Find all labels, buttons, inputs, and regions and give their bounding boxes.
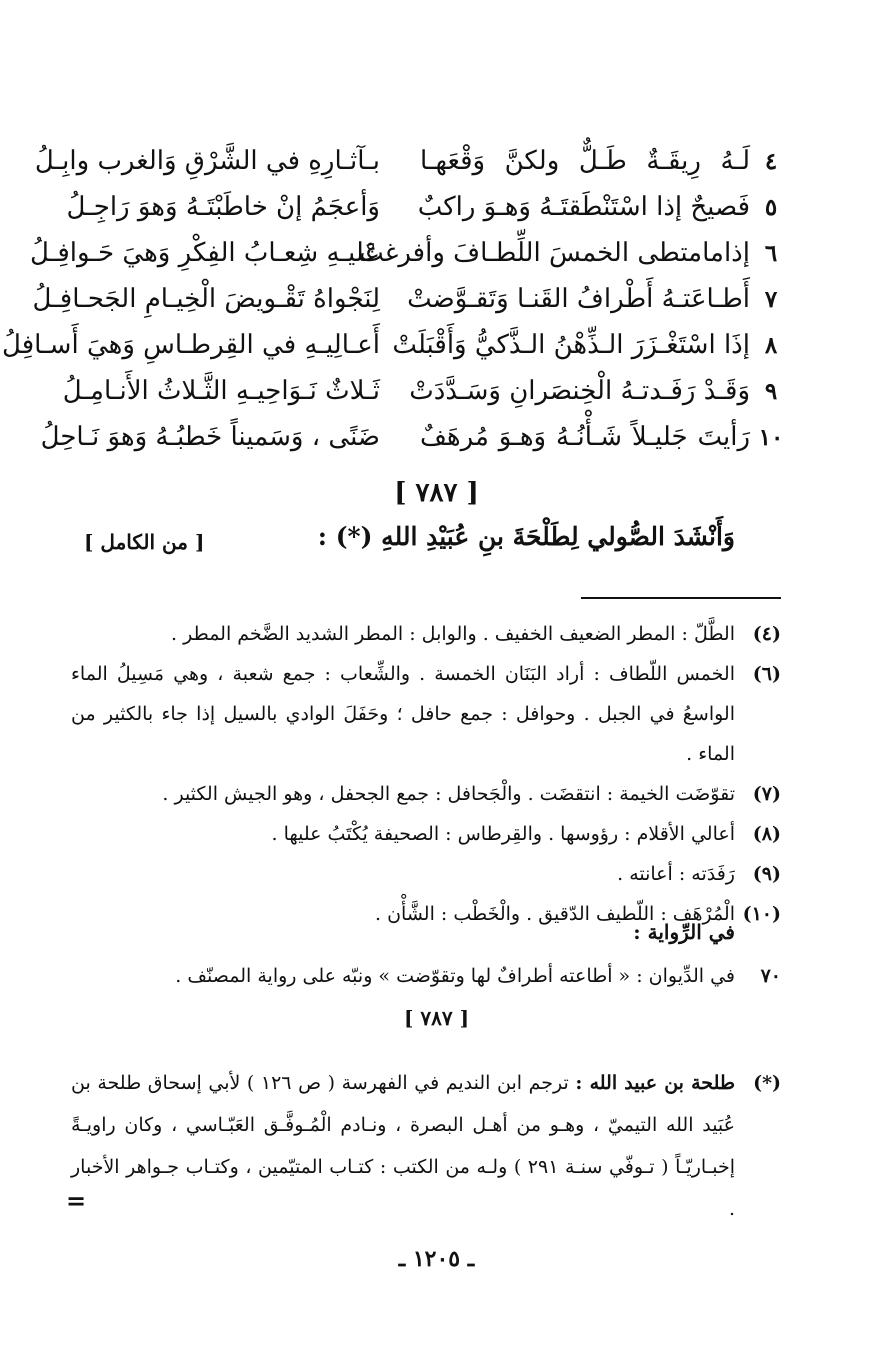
verse-row xyxy=(30,230,792,276)
second-hemistich: عَليـهِ شِعـابُ الفِكْرِ وَهيَ حَـوافِـلُ xyxy=(30,238,380,268)
second-hemistich: ثَـلاثٌ نَـوَاحِيـهِ الثَّـلاثُ الأَنـامِـلُ xyxy=(62,376,380,406)
first-hemistich: فَصيحٌ إذا اسْتَنْطَقتَـهُ وَهـوَ راكبٌ xyxy=(417,192,750,222)
footnote-number: (٦) xyxy=(752,663,781,685)
first-hemistich: رَأيتَ جَليـلاً شَـأْنُـهُ وَهـوَ مُرهَفٌ xyxy=(420,422,750,452)
footnote-text: الخمس اللّطاف : أراد البَنَان الخمسة . والشِّعاب : جمع شعبة ، وهي مَسِيلُ الماء الواسعُ في الجبل . وحوافل : جمع حافل ؛ وحَفَلَ الوادي بالسيل إذا جاء بالكثير من الماء . xyxy=(71,663,735,765)
biography-text: ترجم ابن النديم في الفهرسة ( ص ١٢٦ ) لأبي إسحاق طلحة بن عُبَيد الله التيميّ ، وهـو من أهـل البصرة ، ونـادم الْمُـوفَّـق العَبّـاسي ، وكان راويـةً إخبـاريّـاً ( تـوفّي سنـة ٢٩١ ) ولـه من الكتب : كتـاب المتيّمين ، وكتـاب جـواهر الأخبار . xyxy=(71,1072,735,1220)
verse-row xyxy=(66,184,792,230)
biography-name: طلحة بن عبيد الله : xyxy=(575,1072,735,1094)
footnote-number: (٤) xyxy=(752,623,781,645)
footnote-number: (١٠) xyxy=(742,903,781,925)
second-hemistich: أَعـالِيـهِ في القِرطـاسِ وَهيَ أَسـافِلُ xyxy=(2,330,380,360)
footnote-number: (٩) xyxy=(752,863,781,885)
first-hemistich: وَقَـدْ رَفَـدتـهُ الْخِنصَرانِ وَسَـدَّدَتْ xyxy=(409,376,750,406)
verse-number: ١٠ xyxy=(758,423,784,451)
verse-row xyxy=(40,414,792,460)
footnote xyxy=(71,654,781,774)
continuation-mark: = xyxy=(66,1186,87,1215)
verse-number: ٦ xyxy=(764,239,778,267)
footnote xyxy=(71,774,781,814)
footnote-number: (٧) xyxy=(752,783,781,805)
footnote-text: الطَّلّ : المطر الضعيف الخفيف . والوابل : المطر الشديد الضَّخم المطر . xyxy=(171,623,735,645)
riwaya-verse-number: ٧٠ xyxy=(760,965,781,987)
poem-number: [ ٧٨٧ ] xyxy=(394,478,479,508)
footnote-text: تقوّضَت الخيمة : انتقضَت . والْجَحافل : جمع الجحفل ، وهو الجيش الكثير . xyxy=(162,783,735,805)
poem-verses xyxy=(2,138,792,460)
poem-meter: [ من الكامل ] xyxy=(84,530,205,554)
verse-row xyxy=(62,368,792,414)
first-hemistich: إذَا اسْتَغْـزَرَ الـذِّهْنُ الـذَّكيُّ وَأَقْبَلَتْ xyxy=(392,330,750,360)
footnote xyxy=(71,854,781,894)
page-number: ـ ١٢٠٥ ـ xyxy=(398,1246,475,1272)
second-hemistich: بـآثـارِهِ في الشَّرْقِ وَالغرب وابِـلُ xyxy=(34,146,380,176)
second-hemistich: وَأعجَمُ إنْ خاطَبْتَـهُ وَهوَ رَاجِـلُ xyxy=(66,192,380,222)
biography-marker: (*) xyxy=(753,1072,781,1094)
riwaya-text: في الدِّيوان : « أطاعته أطرافٌ لها وتقوّضت » ونبّه على رواية المصنّف . xyxy=(175,965,735,987)
verse-row xyxy=(32,276,792,322)
verse-row xyxy=(34,138,792,184)
riwaya-note xyxy=(71,956,781,996)
footnote-text: أعالي الأقلام : رؤوسها . والقِرطاس : الصحيفة يُكْتَبُ عليها . xyxy=(271,823,735,845)
second-hemistich: ضَنًى ، وَسَميناً خَطبُـهُ وَهوَ نَـاحِلُ xyxy=(40,422,380,452)
footnote-divider xyxy=(581,597,781,599)
footnote-number: (٨) xyxy=(752,823,781,845)
footnote-text: الْمُرْهَف : اللّطيف الدّقيق . والْخَطْب : الشَّأْن . xyxy=(375,903,735,925)
verse-number: ٥ xyxy=(764,193,778,221)
footnote-text: رَفَدَته : أعانته . xyxy=(617,863,735,885)
poem-introduction: وَأَنْشَدَ الصُّولي لِطَلْحَةَ بنِ عُبَيْدِ اللهِ (*) : xyxy=(317,522,735,551)
riwaya-heading: في الرِّواية : xyxy=(633,920,735,944)
verse-row xyxy=(2,322,792,368)
footnotes xyxy=(71,614,781,934)
second-hemistich: لِنَجْواهُ تَقْـويضَ الْخِيـامِ الجَحـافِـلُ xyxy=(32,284,380,314)
footnote xyxy=(71,814,781,854)
verse-number: ٨ xyxy=(764,331,778,359)
footnote xyxy=(71,614,781,654)
first-hemistich: إذامامتطى الخمسَ اللِّطـافَ وأفرغتْ xyxy=(359,238,750,268)
biography-note xyxy=(71,1062,781,1230)
first-hemistich: أَطـاعَتـهُ أَطْرافُ القَنـا وَتَقـوَّضتْ xyxy=(407,284,750,314)
poem-number-secondary: [ ٧٨٧ ] xyxy=(403,1006,470,1030)
biography-body xyxy=(71,1062,735,1230)
verse-number: ٧ xyxy=(764,285,778,313)
verse-number: ٤ xyxy=(764,147,778,175)
verse-number: ٩ xyxy=(764,377,778,405)
first-hemistich: لَـهُ رِيقَـةٌ طَـلٌّ ولكنَّ وَقْعَهـا xyxy=(420,146,750,176)
